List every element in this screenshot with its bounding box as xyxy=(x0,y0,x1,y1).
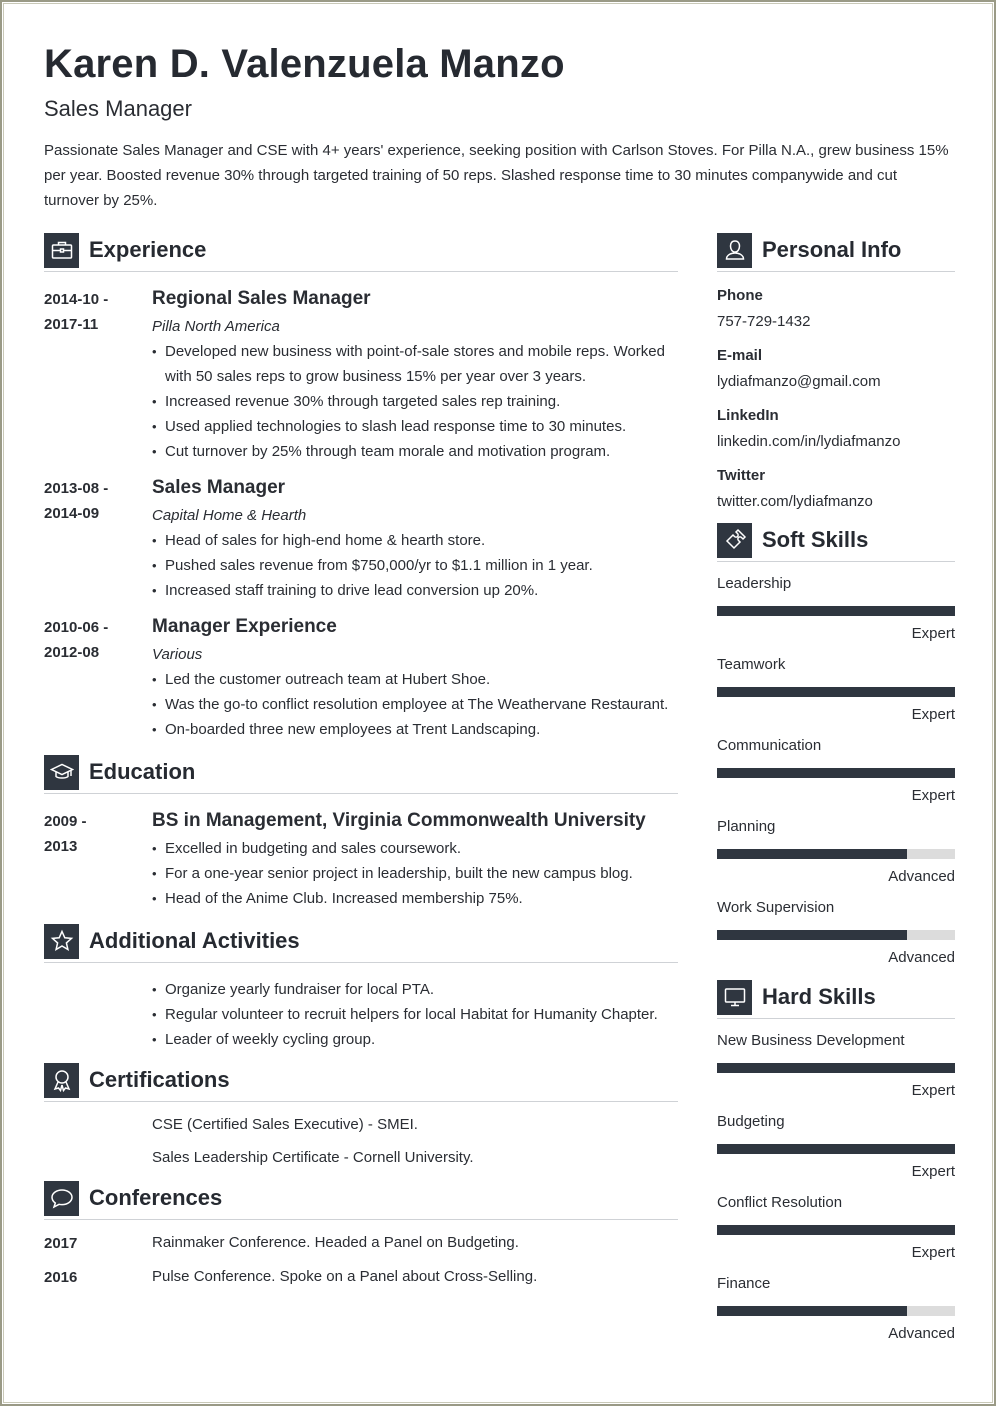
skill-bar xyxy=(717,1063,955,1073)
puzzle-piece-icon xyxy=(717,523,752,558)
twitter-field xyxy=(717,467,955,512)
skill-bar-fill xyxy=(717,1063,955,1073)
skill-item xyxy=(717,655,955,724)
skill-bar-fill xyxy=(717,768,955,778)
briefcase-icon xyxy=(44,233,79,268)
skill-item xyxy=(717,1031,955,1100)
entry-body xyxy=(152,977,678,1052)
skill-name: Budgeting xyxy=(717,1113,785,1130)
skill-bar xyxy=(717,1306,955,1316)
education-header xyxy=(44,754,678,794)
right-column xyxy=(717,232,955,1343)
skill-bar-fill xyxy=(717,930,907,940)
conferences-section xyxy=(44,1180,678,1290)
certification-item: CSE (Certified Sales Executive) - SMEI. xyxy=(152,1116,418,1133)
soft-skills-section xyxy=(717,522,955,967)
entry-date xyxy=(44,475,152,603)
conference-entry xyxy=(44,1230,678,1256)
soft-skills-title: Soft Skills xyxy=(762,527,869,552)
skill-item xyxy=(717,1274,955,1343)
list-item: • Increased staff training to drive lead conversion up 20%. xyxy=(152,578,678,603)
skill-bar-fill xyxy=(717,606,955,616)
skill-name: Communication xyxy=(717,737,822,754)
speech-bubble-icon xyxy=(44,1181,79,1216)
skill-item xyxy=(717,736,955,805)
skill-bar-fill xyxy=(717,849,907,859)
soft-skills-header xyxy=(717,522,955,562)
hard-skills-section xyxy=(717,979,955,1343)
date-start: 2013-08 - xyxy=(44,480,109,497)
skill-name: Planning xyxy=(717,818,776,835)
conference-year: 2016 xyxy=(44,1269,78,1286)
person-icon xyxy=(717,233,752,268)
spacer xyxy=(44,1112,152,1137)
list-item: • Organize yearly fundraiser for local PTA. xyxy=(152,977,678,1002)
skill-level: Expert xyxy=(911,1163,955,1180)
skill-level: Advanced xyxy=(888,868,955,885)
experience-title: Experience xyxy=(89,237,207,262)
conference-entry xyxy=(44,1264,678,1290)
hard-skills-header xyxy=(717,979,955,1019)
personal-info-section xyxy=(717,232,955,512)
date-end: 2014-09 xyxy=(44,505,100,522)
candidate-name: Karen D. Valenzuela Manzo xyxy=(44,42,565,86)
certification-entry xyxy=(44,1145,678,1170)
list-item: • Head of the Anime Club. Increased membership 75%. xyxy=(152,886,678,911)
summary-paragraph: Passionate Sales Manager and CSE with 4+ years' experience, seeking position with Carlson Stoves. For Pilla N.A., grew business 15% per year. Boosted revenue 30% through targeted training of 50 reps. Slashed response time to 30 minutes companywide and cut turnover by 25%. xyxy=(44,142,949,209)
job-bullets xyxy=(152,528,678,603)
email-value[interactable]: lydiafmanzo@gmail.com xyxy=(717,373,881,390)
twitter-label: Twitter xyxy=(717,467,766,484)
job-company: Capital Home & Hearth xyxy=(152,507,307,524)
skill-level: Advanced xyxy=(888,949,955,966)
job-company: Various xyxy=(152,646,203,663)
skill-bar-fill xyxy=(717,1225,955,1235)
left-column xyxy=(44,232,678,1290)
skill-bar xyxy=(717,930,955,940)
experience-entry xyxy=(44,614,678,742)
spacer xyxy=(44,1145,152,1170)
conference-year: 2017 xyxy=(44,1235,78,1252)
skill-name: Work Supervision xyxy=(717,899,835,916)
list-item: • Increased revenue 30% through targeted sales rep training. xyxy=(152,389,678,414)
skill-name: Finance xyxy=(717,1275,771,1292)
conferences-header xyxy=(44,1180,678,1220)
skill-name: New Business Development xyxy=(717,1032,905,1049)
education-section xyxy=(44,754,678,911)
award-ribbon-icon xyxy=(44,1063,79,1098)
job-role: Regional Sales Manager xyxy=(152,288,371,309)
education-title: Education xyxy=(89,759,196,784)
job-role: Manager Experience xyxy=(152,616,337,637)
education-entry xyxy=(44,808,678,911)
skill-name: Teamwork xyxy=(717,656,786,673)
activities-entry xyxy=(44,977,678,1052)
phone-value: 757-729-1432 xyxy=(717,313,811,330)
graduation-cap-icon xyxy=(44,755,79,790)
phone-label: Phone xyxy=(717,287,763,304)
list-item: • Head of sales for high-end home & hearth store. xyxy=(152,528,678,553)
date-end: 2017-11 xyxy=(44,316,99,333)
list-item: • Used applied technologies to slash lead response time to 30 minutes. xyxy=(152,414,678,439)
list-item: • Regular volunteer to recruit helpers for local Habitat for Humanity Chapter. xyxy=(152,1002,678,1027)
linkedin-value[interactable]: linkedin.com/in/lydiafmanzo xyxy=(717,433,901,450)
skill-item xyxy=(717,1193,955,1262)
date-start: 2009 - xyxy=(44,813,87,830)
job-bullets xyxy=(152,339,678,464)
skill-item xyxy=(717,817,955,886)
skill-level: Advanced xyxy=(888,1325,955,1342)
entry-date xyxy=(44,614,152,742)
list-item: • Developed new business with point-of-sale stores and mobile reps. Worked with 50 sales reps to grow business 15% per year over 3 years. xyxy=(152,339,678,389)
conference-text: Pulse Conference. Spoke on a Panel about Cross-Selling. xyxy=(152,1268,538,1285)
monitor-icon xyxy=(717,980,752,1015)
skill-level: Expert xyxy=(911,1082,955,1099)
skill-bar xyxy=(717,849,955,859)
date-end: 2012-08 xyxy=(44,644,100,661)
list-item: • On-boarded three new employees at Trent Landscaping. xyxy=(152,717,678,742)
skill-bar-fill xyxy=(717,1306,907,1316)
list-item: • For a one-year senior project in leadership, built the new campus blog. xyxy=(152,861,678,886)
hard-skills-title: Hard Skills xyxy=(762,984,876,1009)
degree-title: BS in Management, Virginia Commonwealth University xyxy=(152,810,646,831)
skill-bar xyxy=(717,768,955,778)
skill-bar-fill xyxy=(717,687,955,697)
experience-entry xyxy=(44,475,678,603)
skill-name: Conflict Resolution xyxy=(717,1194,843,1211)
entry-body xyxy=(152,614,678,742)
conferences-title: Conferences xyxy=(89,1185,223,1210)
linkedin-field xyxy=(717,407,955,452)
skill-bar xyxy=(717,1144,955,1154)
star-icon xyxy=(44,924,79,959)
list-item: • Pushed sales revenue from $750,000/yr to $1.1 million in 1 year. xyxy=(152,553,678,578)
job-bullets xyxy=(152,667,678,742)
entry-date xyxy=(44,808,152,911)
job-role: Sales Manager xyxy=(152,477,286,498)
experience-entry xyxy=(44,286,678,464)
email-field xyxy=(717,347,955,392)
twitter-value[interactable]: twitter.com/lydiafmanzo xyxy=(717,493,873,510)
skill-item xyxy=(717,898,955,967)
date-start: 2010-06 - xyxy=(44,619,109,636)
candidate-title: Sales Manager xyxy=(44,96,192,121)
activities-section xyxy=(44,923,678,1052)
skill-bar-fill xyxy=(717,1144,955,1154)
job-company: Pilla North America xyxy=(152,318,280,335)
linkedin-label: LinkedIn xyxy=(717,407,779,424)
skill-bar xyxy=(717,606,955,616)
conference-text: Rainmaker Conference. Headed a Panel on Budgeting. xyxy=(152,1234,519,1251)
list-item: • Was the go-to conflict resolution employee at The Weathervane Restaurant. xyxy=(152,692,678,717)
activities-bullets xyxy=(152,977,678,1052)
certifications-header xyxy=(44,1062,678,1102)
personal-info-title: Personal Info xyxy=(762,237,902,262)
education-bullets xyxy=(152,836,678,911)
skill-level: Expert xyxy=(911,706,955,723)
certifications-section xyxy=(44,1062,678,1170)
skill-bar xyxy=(717,687,955,697)
skill-item xyxy=(717,574,955,643)
list-item: • Leader of weekly cycling group. xyxy=(152,1027,678,1052)
entry-date xyxy=(44,286,152,464)
skill-item xyxy=(717,1112,955,1181)
experience-header xyxy=(44,232,678,272)
date-start: 2014-10 - xyxy=(44,291,109,308)
certification-item: Sales Leadership Certificate - Cornell University. xyxy=(152,1149,474,1166)
entry-body xyxy=(152,286,678,464)
skill-level: Expert xyxy=(911,1244,955,1261)
skill-level: Expert xyxy=(911,625,955,642)
certification-entry xyxy=(44,1112,678,1137)
entry-body xyxy=(152,808,678,911)
list-item: • Led the customer outreach team at Hubert Shoe. xyxy=(152,667,678,692)
entry-body xyxy=(152,475,678,603)
activities-header xyxy=(44,923,678,963)
personal-info-header xyxy=(717,232,955,272)
list-item: • Excelled in budgeting and sales coursework. xyxy=(152,836,678,861)
skill-level: Expert xyxy=(911,787,955,804)
skill-name: Leadership xyxy=(717,575,792,592)
date-end: 2013 xyxy=(44,838,78,855)
email-label: E-mail xyxy=(717,347,763,364)
experience-section xyxy=(44,232,678,742)
phone-field xyxy=(717,287,955,332)
spacer xyxy=(44,977,152,1052)
list-item: • Cut turnover by 25% through team morale and motivation program. xyxy=(152,439,678,464)
activities-title: Additional Activities xyxy=(89,928,300,953)
skill-bar xyxy=(717,1225,955,1235)
certifications-title: Certifications xyxy=(89,1067,230,1092)
